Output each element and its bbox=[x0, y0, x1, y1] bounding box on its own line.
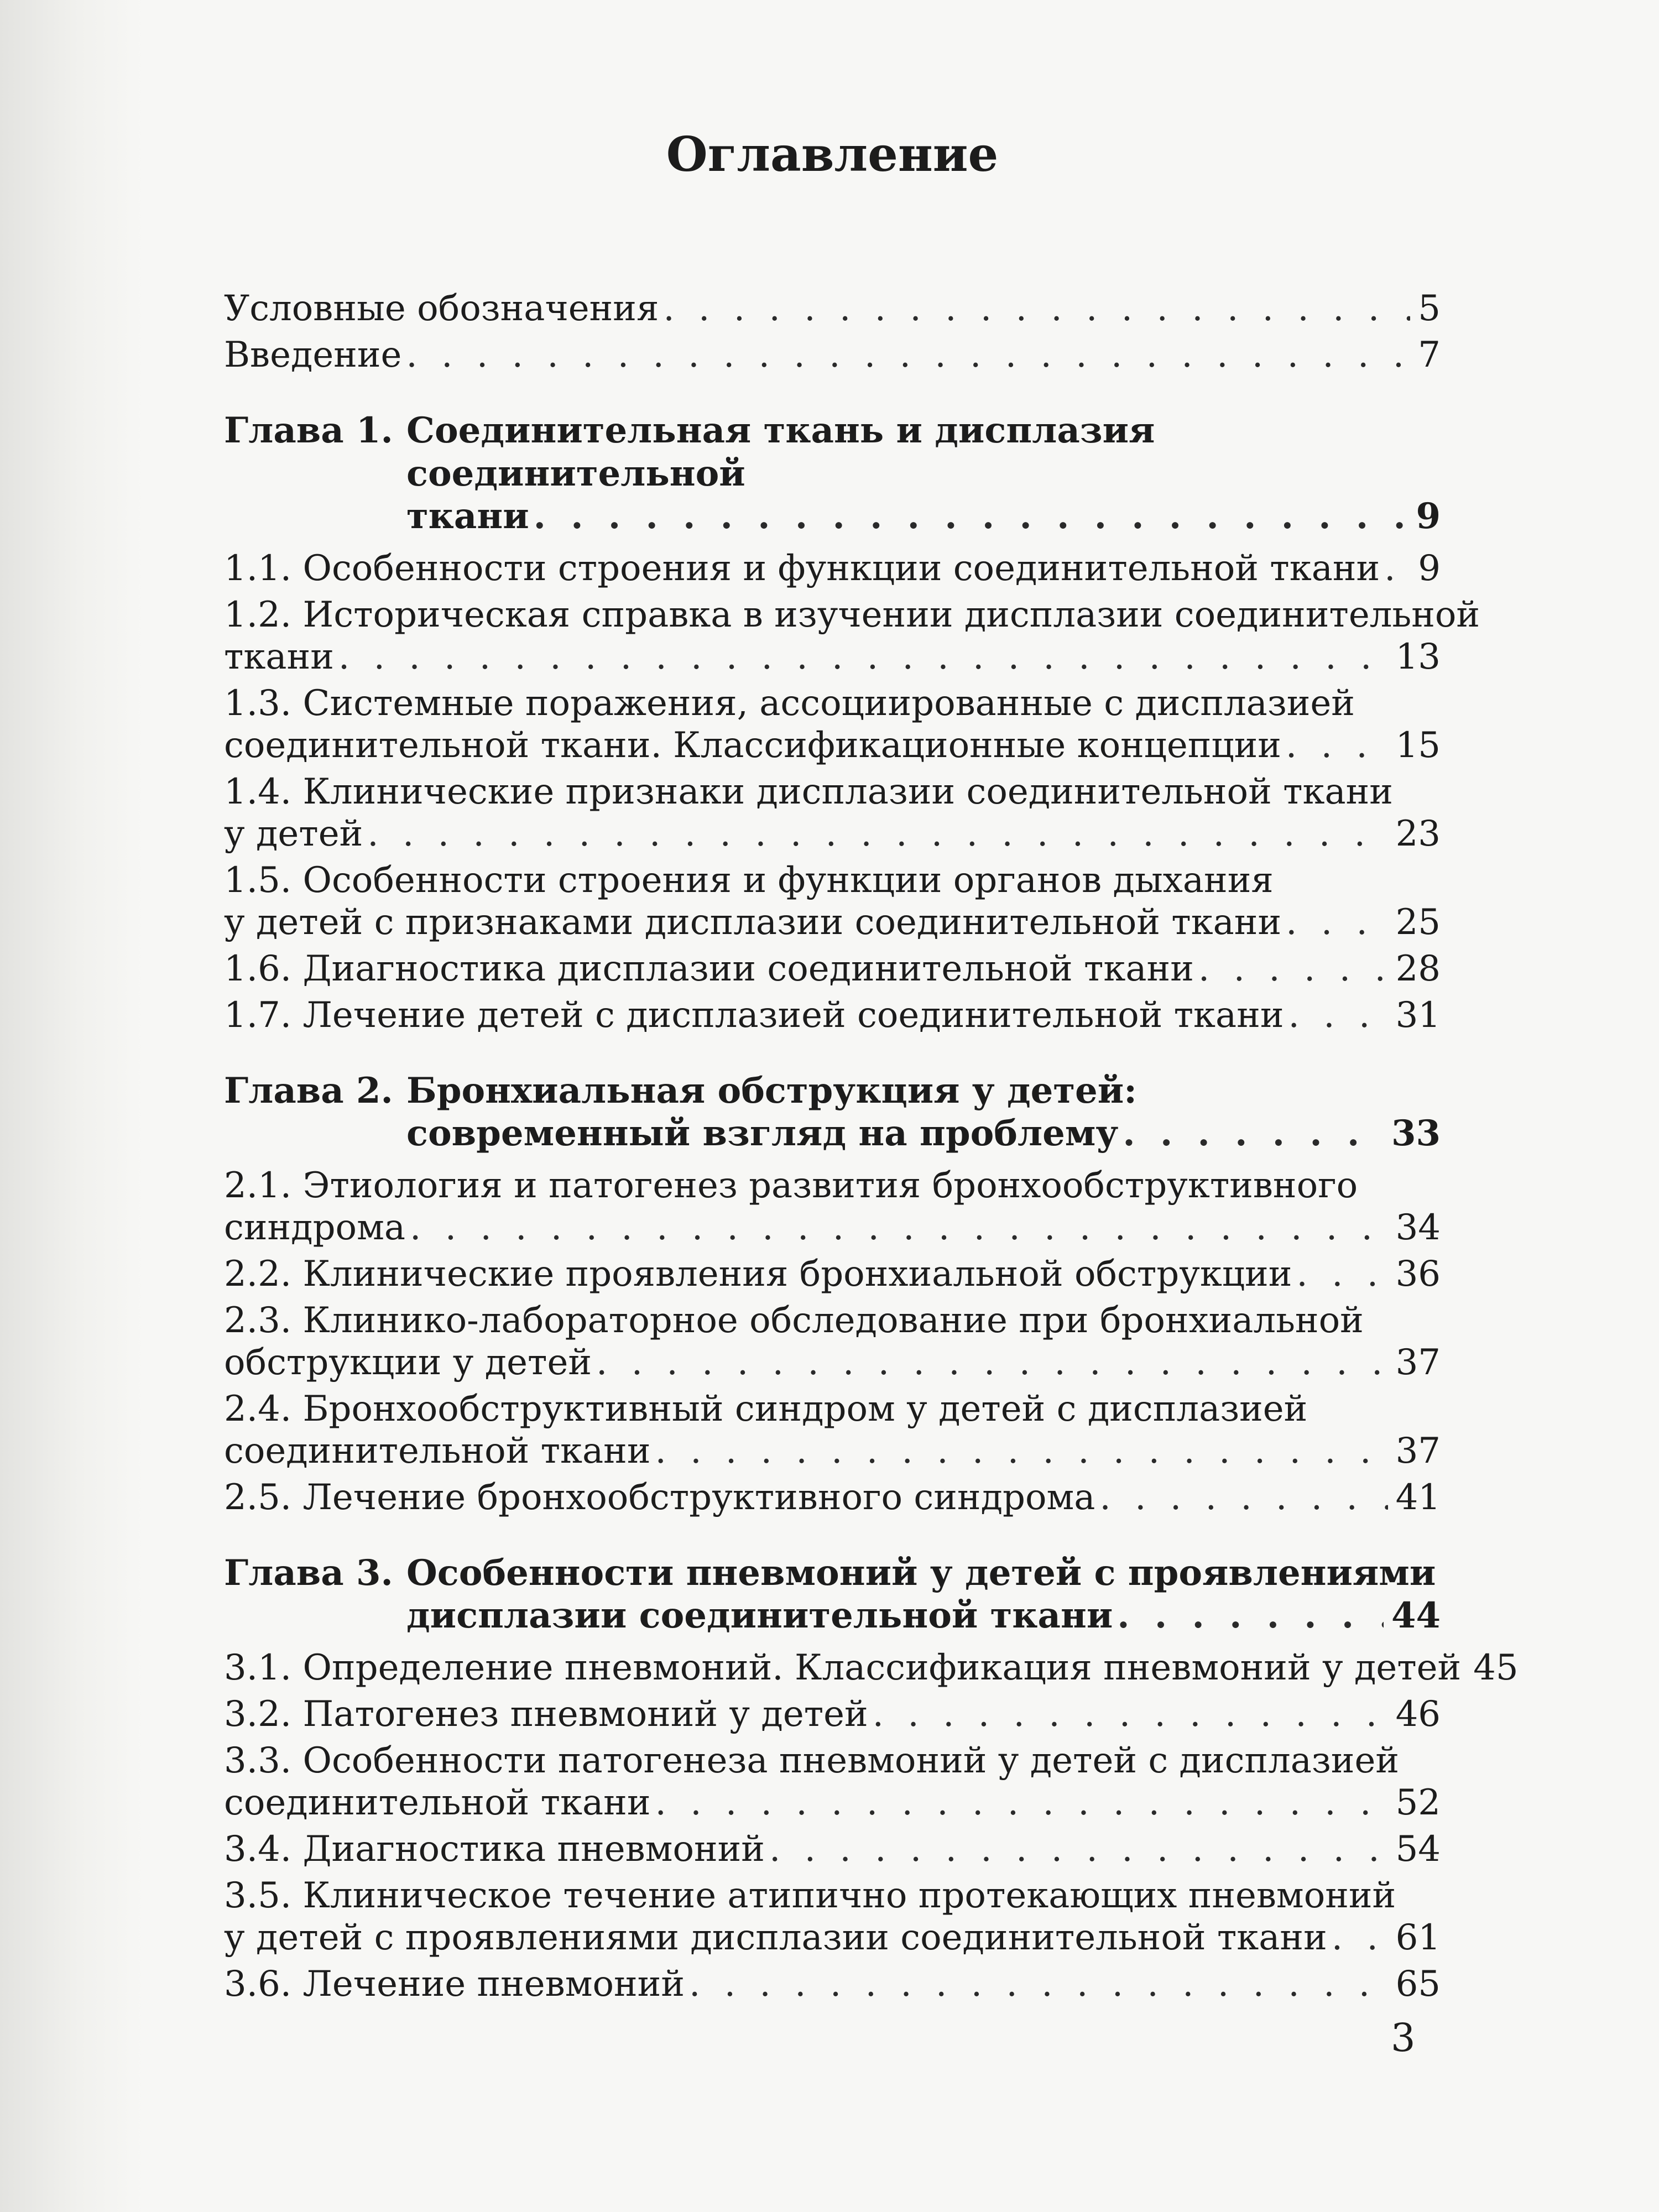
chapter-label: Глава 1. bbox=[224, 410, 393, 451]
chapter-heading[interactable] bbox=[224, 1552, 1441, 1637]
toc-section[interactable] bbox=[224, 1253, 1441, 1295]
leader-dots bbox=[1332, 1917, 1388, 1959]
section-text: 1.2. Историческая справка в изучении дисплазии соединительной bbox=[224, 594, 1480, 635]
section-text: 1.4. Клинические признаки дисплазии соединительной ткани bbox=[224, 771, 1393, 812]
toc-section[interactable] bbox=[224, 994, 1441, 1036]
leader-dots bbox=[596, 1342, 1388, 1384]
toc-section[interactable] bbox=[224, 1300, 1441, 1384]
toc-section[interactable] bbox=[224, 594, 1480, 678]
section-text: 3.6. Лечение пневмоний bbox=[224, 1964, 685, 2005]
chapter-title-line: дисплазии соединительной ткани bbox=[406, 1595, 1113, 1636]
section-page: 65 bbox=[1395, 1964, 1441, 2005]
section-text: 1.3. Системные поражения, ассоциированные с дисплазией bbox=[224, 683, 1355, 724]
leader-dots bbox=[1288, 994, 1388, 1036]
leader-dots bbox=[1198, 948, 1388, 990]
section-text: 2.1. Этиология и патогенез развития бронхообструктивного bbox=[224, 1165, 1358, 1206]
chapter-page: 9 bbox=[1416, 495, 1441, 537]
section-text: 1.5. Особенности строения и функции органов дыхания bbox=[224, 860, 1274, 901]
section-page: 25 bbox=[1395, 902, 1441, 943]
toc-section[interactable] bbox=[224, 1388, 1441, 1472]
page-gutter-shadow bbox=[0, 0, 144, 2212]
leader-dots bbox=[655, 1782, 1387, 1824]
leader-dots bbox=[769, 1828, 1388, 1870]
section-page: 52 bbox=[1395, 1782, 1441, 1823]
toc-entry-text: Условные обозначения bbox=[224, 288, 659, 329]
chapter-title-line: Особенности пневмоний у детей с проявлениями bbox=[406, 1552, 1436, 1594]
toc-entry[interactable] bbox=[224, 288, 1441, 330]
section-page: 34 bbox=[1395, 1207, 1441, 1248]
leader-dots bbox=[367, 813, 1387, 855]
chapter-title-line: современный взгляд на проблему bbox=[406, 1113, 1119, 1154]
leader-dots bbox=[873, 1693, 1388, 1735]
section-page: 9 bbox=[1418, 548, 1441, 589]
leader-dots bbox=[1099, 1477, 1387, 1519]
section-text: 2.2. Клинические проявления бронхиальной обструкции bbox=[224, 1254, 1292, 1295]
toc-entry-page: 5 bbox=[1418, 288, 1441, 329]
page-number: 3 bbox=[1391, 2015, 1416, 2060]
section-page: 54 bbox=[1395, 1829, 1441, 1870]
toc-intro bbox=[224, 288, 1441, 376]
chapter-2 bbox=[224, 1070, 1441, 1519]
chapter-label: Глава 3. bbox=[224, 1552, 393, 1594]
section-text: 1.1. Особенности строения и функции соединительной ткани bbox=[224, 548, 1380, 589]
section-page: 36 bbox=[1395, 1254, 1441, 1295]
section-text: синдрома bbox=[224, 1207, 405, 1248]
toc-section[interactable] bbox=[224, 1740, 1441, 1824]
leader-dots bbox=[406, 334, 1410, 376]
leader-dots bbox=[663, 288, 1410, 330]
leader-dots bbox=[655, 1430, 1387, 1472]
toc-section[interactable] bbox=[224, 1165, 1441, 1249]
section-page: 45 bbox=[1473, 1647, 1519, 1688]
toc-section[interactable] bbox=[224, 547, 1441, 589]
leader-dots bbox=[1286, 724, 1388, 766]
toc-section[interactable] bbox=[224, 1647, 1519, 1689]
toc-entry-text: Введение bbox=[224, 335, 402, 375]
toc-entries bbox=[224, 288, 1519, 2005]
section-page: 41 bbox=[1395, 1477, 1441, 1518]
leader-dots bbox=[410, 1207, 1388, 1249]
chapter-page: 44 bbox=[1391, 1595, 1441, 1636]
toc-section[interactable] bbox=[224, 1693, 1441, 1735]
toc-section[interactable] bbox=[224, 1963, 1441, 2005]
section-text: у детей bbox=[224, 813, 363, 854]
toc-section[interactable] bbox=[224, 1875, 1441, 1959]
toc-entry-page: 7 bbox=[1418, 335, 1441, 375]
section-text: соединительной ткани. Классификационные концепции bbox=[224, 725, 1281, 766]
toc-section[interactable] bbox=[224, 1828, 1441, 1870]
toc-section[interactable] bbox=[224, 859, 1441, 943]
section-page: 13 bbox=[1395, 637, 1441, 677]
section-text: у детей с проявлениями дисплазии соединительной ткани bbox=[224, 1917, 1327, 1958]
section-text: 3.5. Клиническое течение атипично протекающих пневмоний bbox=[224, 1875, 1396, 1916]
section-page: 28 bbox=[1395, 948, 1441, 989]
toc-page bbox=[224, 127, 1519, 2010]
toc-section[interactable] bbox=[224, 948, 1441, 990]
chapter-heading[interactable] bbox=[224, 1070, 1441, 1155]
section-text: 1.7. Лечение детей с дисплазией соединительной ткани bbox=[224, 995, 1284, 1036]
section-text: 3.4. Диагностика пневмоний bbox=[224, 1829, 765, 1870]
chapter-1 bbox=[224, 409, 1480, 1036]
leader-dots bbox=[1296, 1253, 1387, 1295]
chapter-title-line: Соединительная ткань и дисплазия соединительной bbox=[406, 410, 1155, 494]
leader-dots bbox=[338, 636, 1388, 678]
chapter-heading[interactable] bbox=[224, 409, 1441, 538]
section-text: ткани bbox=[224, 637, 334, 677]
chapter-3 bbox=[224, 1552, 1519, 2005]
section-text: 3.2. Патогенез пневмоний у детей bbox=[224, 1694, 868, 1735]
section-text: соединительной ткани bbox=[224, 1782, 651, 1823]
leader-dots bbox=[534, 495, 1408, 538]
leader-dots bbox=[1117, 1595, 1384, 1637]
section-page: 15 bbox=[1395, 725, 1441, 766]
section-text: 2.4. Бронхообструктивный синдром у детей с дисплазией bbox=[224, 1389, 1308, 1430]
section-text: обструкции у детей bbox=[224, 1342, 592, 1383]
section-text: 2.5. Лечение бронхообструктивного синдрома bbox=[224, 1477, 1095, 1518]
leader-dots bbox=[1123, 1113, 1384, 1155]
section-text: у детей с признаками дисплазии соединительной ткани bbox=[224, 902, 1282, 943]
toc-section[interactable] bbox=[224, 1477, 1441, 1519]
chapter-title-line: Бронхиальная обструкция у детей: bbox=[406, 1070, 1137, 1112]
section-page: 61 bbox=[1395, 1917, 1441, 1958]
chapter-label: Глава 2. bbox=[224, 1070, 393, 1112]
page-title: Оглавление bbox=[666, 127, 999, 182]
section-text: 1.6. Диагностика дисплазии соединительной ткани bbox=[224, 948, 1194, 989]
section-text: соединительной ткани bbox=[224, 1431, 651, 1472]
section-text: 3.1. Определение пневмоний. Классификация пневмоний у детей bbox=[224, 1647, 1462, 1688]
toc-entry[interactable] bbox=[224, 334, 1441, 376]
leader-dots bbox=[1286, 901, 1387, 943]
chapter-title-line: ткани bbox=[406, 495, 529, 537]
leader-dots bbox=[1384, 547, 1410, 589]
section-page: 31 bbox=[1395, 995, 1441, 1036]
toc-section[interactable] bbox=[224, 682, 1441, 766]
section-page: 23 bbox=[1395, 813, 1441, 854]
section-page: 37 bbox=[1395, 1431, 1441, 1472]
section-text: 2.3. Клинико-лабораторное обследование при бронхиальной bbox=[224, 1300, 1364, 1341]
section-text: 3.3. Особенности патогенеза пневмоний у детей с дисплазией bbox=[224, 1740, 1399, 1781]
section-page: 46 bbox=[1395, 1694, 1441, 1735]
toc-section[interactable] bbox=[224, 771, 1441, 855]
leader-dots bbox=[689, 1963, 1388, 2005]
section-page: 37 bbox=[1395, 1342, 1441, 1383]
chapter-page: 33 bbox=[1391, 1113, 1441, 1154]
